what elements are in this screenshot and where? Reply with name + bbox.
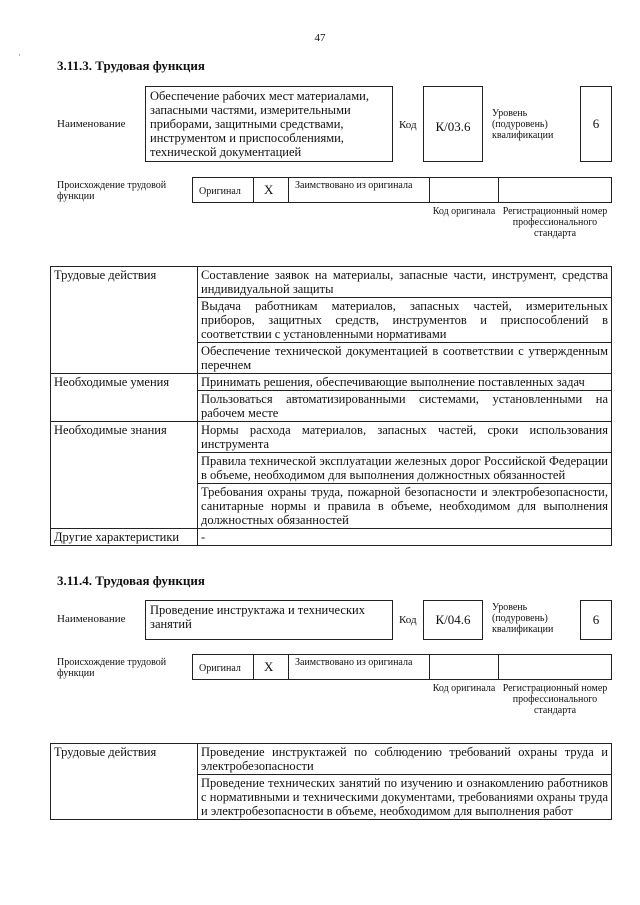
- level-label: Уровень (подуровень) квалификации: [492, 108, 554, 141]
- name-label: Наименование: [57, 613, 126, 625]
- table-cell: Составление заявок на материалы, запасные части, инструмент, средства индивидуальной защиты: [198, 267, 612, 298]
- original-mark-cell: [253, 654, 289, 680]
- function-table: [50, 743, 612, 820]
- original-cell: [192, 654, 254, 680]
- borrowed-label: Заимствовано из оригинала: [295, 180, 413, 191]
- table-row: [51, 267, 612, 298]
- scan-mark: ·: [18, 50, 21, 60]
- level-label: Уровень (подуровень) квалификации: [492, 602, 554, 635]
- table-row: [51, 374, 612, 391]
- table-cell: Правила технической эксплуатации железных дорог Российской Федерации в объеме, необходимом для выполнения должностных обязанностей: [198, 453, 612, 484]
- table-cell: -: [198, 529, 612, 546]
- table-cell: Обеспечение технической документацией в соответствии с утвержденным перечнем: [198, 343, 612, 374]
- reg-number-cell: [498, 177, 612, 203]
- table-cell: Нормы расхода материалов, запасных частей, сроки использования инструмента: [198, 422, 612, 453]
- function-name-field: Обеспечение рабочих мест материалами, запасными частями, измерительными приборами, защитными средствами, инструментом и приспособлениями, технической документацией: [145, 86, 393, 162]
- table-cell: Требования охраны труда, пожарной безопасности и электробезопасности, санитарные нормы и правила в объеме, необходимом для выполнения должностных обязанностей: [198, 484, 612, 529]
- code-value: К/03.6: [423, 86, 483, 162]
- original-mark: X: [264, 182, 274, 197]
- borrowed-cell: [288, 654, 430, 680]
- borrowed-label: Заимствовано из оригинала: [295, 657, 413, 668]
- table-cell: Выдача работникам материалов, запасных частей, измерительных приборов, защитных средств, инструментов и приспособлений в соответствии с установленными нормативами: [198, 298, 612, 343]
- row-category: Трудовые действия: [51, 744, 198, 820]
- code-value: К/04.6: [423, 600, 483, 640]
- original-label: Оригинал: [199, 186, 241, 197]
- original-cell: [192, 177, 254, 203]
- section-heading: 3.11.3. Трудовая функция: [57, 58, 205, 73]
- table-row: [51, 529, 612, 546]
- reg-number-cell: [498, 654, 612, 680]
- reg-number-caption: Регистрационный номер профессионального стандарта: [502, 683, 608, 716]
- table-cell: Пользоваться автоматизированными системами, установленными на рабочем месте: [198, 391, 612, 422]
- code-original-cell: [429, 654, 499, 680]
- function-name-field: Проведение инструктажа и технических занятий: [145, 600, 393, 640]
- original-mark: X: [264, 659, 274, 674]
- table-row: [51, 744, 612, 775]
- name-label: Наименование: [57, 118, 126, 130]
- function-table: [50, 266, 612, 546]
- reg-number-caption: Регистрационный номер профессионального стандарта: [502, 206, 608, 239]
- row-category: Другие характеристики: [51, 529, 198, 546]
- section-heading: 3.11.4. Трудовая функция: [57, 573, 205, 588]
- row-category: Трудовые действия: [51, 267, 198, 374]
- code-label: Код: [399, 119, 417, 131]
- table-cell: Проведение технических занятий по изучению и ознакомлению работников с нормативными и техническими документами, требованиями охраны труда и электробезопасности в объеме, необходимом для выполнения работ: [198, 775, 612, 820]
- row-category: Необходимые умения: [51, 374, 198, 422]
- page-number: 47: [314, 32, 326, 44]
- origin-label: Происхождение трудовой функции: [57, 657, 167, 679]
- table-cell: Проведение инструктажей по соблюдению требований охраны труда и электробезопасности: [198, 744, 612, 775]
- code-original-caption: Код оригинала: [432, 206, 496, 217]
- code-label: Код: [399, 614, 417, 626]
- code-original-cell: [429, 177, 499, 203]
- table-row: [51, 422, 612, 453]
- borrowed-cell: [288, 177, 430, 203]
- row-category: Необходимые знания: [51, 422, 198, 529]
- original-label: Оригинал: [199, 663, 241, 674]
- level-value: 6: [580, 600, 612, 640]
- origin-label: Происхождение трудовой функции: [57, 180, 167, 202]
- table-cell: Принимать решения, обеспечивающие выполнение поставленных задач: [198, 374, 612, 391]
- code-original-caption: Код оригинала: [432, 683, 496, 694]
- original-mark-cell: [253, 177, 289, 203]
- level-value: 6: [580, 86, 612, 162]
